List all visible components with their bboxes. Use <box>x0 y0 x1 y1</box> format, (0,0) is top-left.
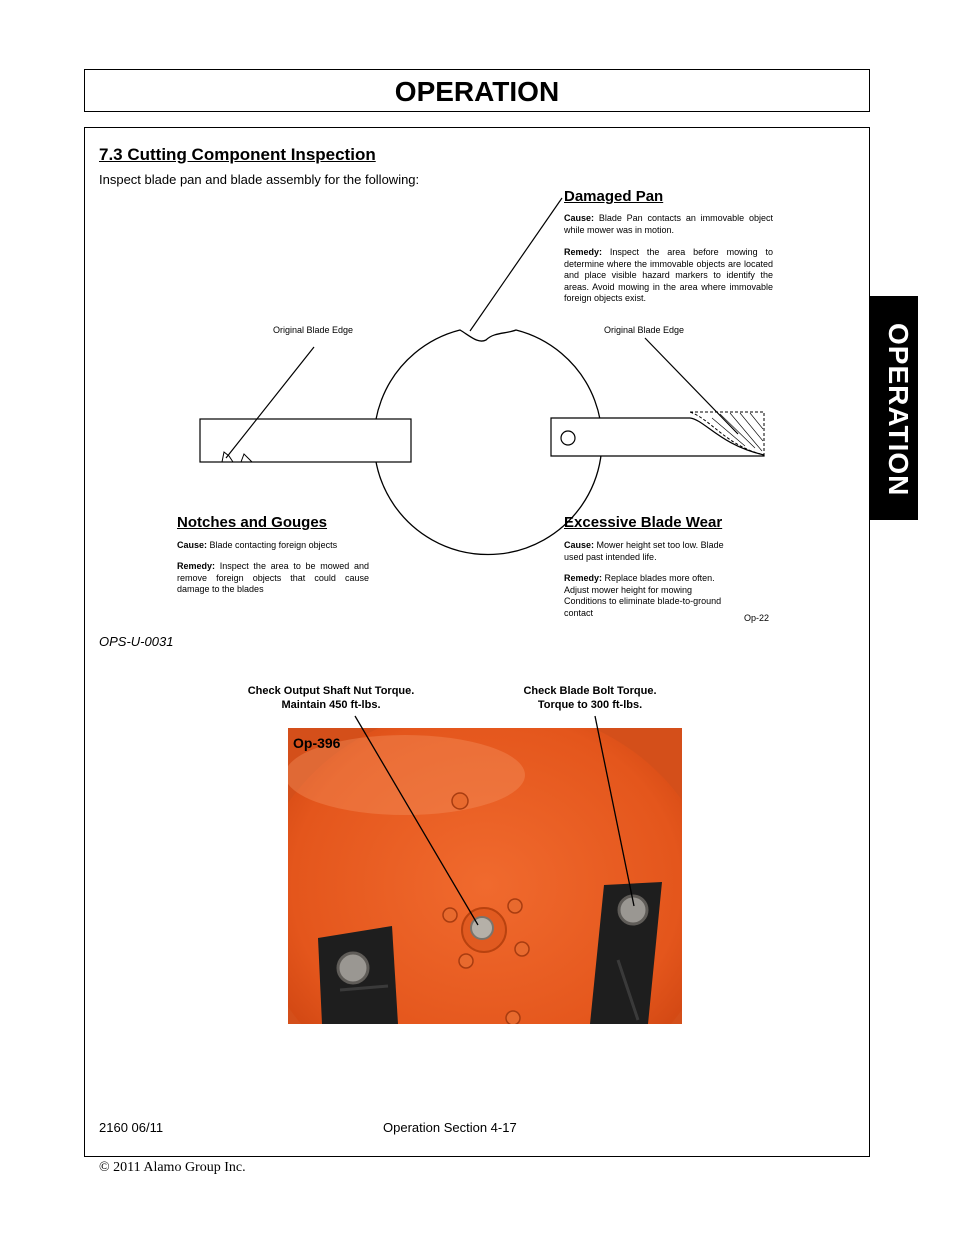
page-title: OPERATION <box>394 76 560 107</box>
remedy-text: Inspect the area to be mowed and remove foreign objects that could cause damage to the blades <box>177 561 369 594</box>
cause-label: Cause: <box>564 213 595 223</box>
remedy-label: Remedy: <box>564 573 603 583</box>
callout-line: Check Output Shaft Nut Torque. <box>247 685 415 697</box>
cause-text: Mower height set too low. Blade used past intended life. <box>564 540 724 562</box>
left-blade-bolt <box>338 953 368 983</box>
hub-bolt <box>508 899 522 913</box>
callout-line: Check Blade Bolt Torque. <box>523 685 657 697</box>
hub-bolt <box>443 908 457 922</box>
damaged-pan-heading: Damaged Pan <box>564 188 664 205</box>
wear-heading: Excessive Blade Wear <box>564 514 723 531</box>
hub-bolt <box>515 942 529 956</box>
hub-bolt <box>506 1011 520 1025</box>
right-edge-label: Original Blade Edge <box>604 325 685 335</box>
left-edge-label: Original Blade Edge <box>273 325 354 335</box>
remedy-text: Replace blades more often. Adjust mower height for mowing Conditions to eliminate blade-to-ground contact <box>564 573 722 618</box>
ops-reference: OPS-U-0031 <box>99 634 174 649</box>
hub-bolt <box>459 954 473 968</box>
callout-line: Maintain 450 ft-lbs. <box>281 699 381 711</box>
section-title: 7.3 Cutting Component Inspection <box>99 145 376 164</box>
side-tab-label: OPERATION <box>883 323 914 497</box>
cause-text: Blade contacting foreign objects <box>209 540 338 550</box>
remedy-label: Remedy: <box>177 561 216 571</box>
cause-label: Cause: <box>564 540 595 550</box>
cause-text: Blade Pan contacts an immovable object while mower was in motion. <box>564 213 773 235</box>
photo-figure-id: Op-396 <box>293 735 341 751</box>
notches-heading: Notches and Gouges <box>177 514 328 531</box>
remedy-text: Inspect the area before mowing to determine where the immovable objects are located and place visible hazard markers to identify the areas. Avoid mowing in the area where immovable foreign objects exist. <box>564 247 773 303</box>
footer-section-page: Operation Section 4-17 <box>383 1120 517 1135</box>
section-intro: Inspect blade pan and blade assembly for the following: <box>99 172 420 187</box>
hub-bolt <box>452 793 468 809</box>
shaft-nut <box>471 917 493 939</box>
footer-model-date: 2160 06/11 <box>99 1120 164 1135</box>
callout-line: Torque to 300 ft-lbs. <box>537 699 643 711</box>
cause-label: Cause: <box>177 540 208 550</box>
remedy-label: Remedy: <box>564 247 603 257</box>
diagram-figure-id: Op-22 <box>744 613 770 623</box>
copyright: © 2011 Alamo Group Inc. <box>99 1160 246 1175</box>
